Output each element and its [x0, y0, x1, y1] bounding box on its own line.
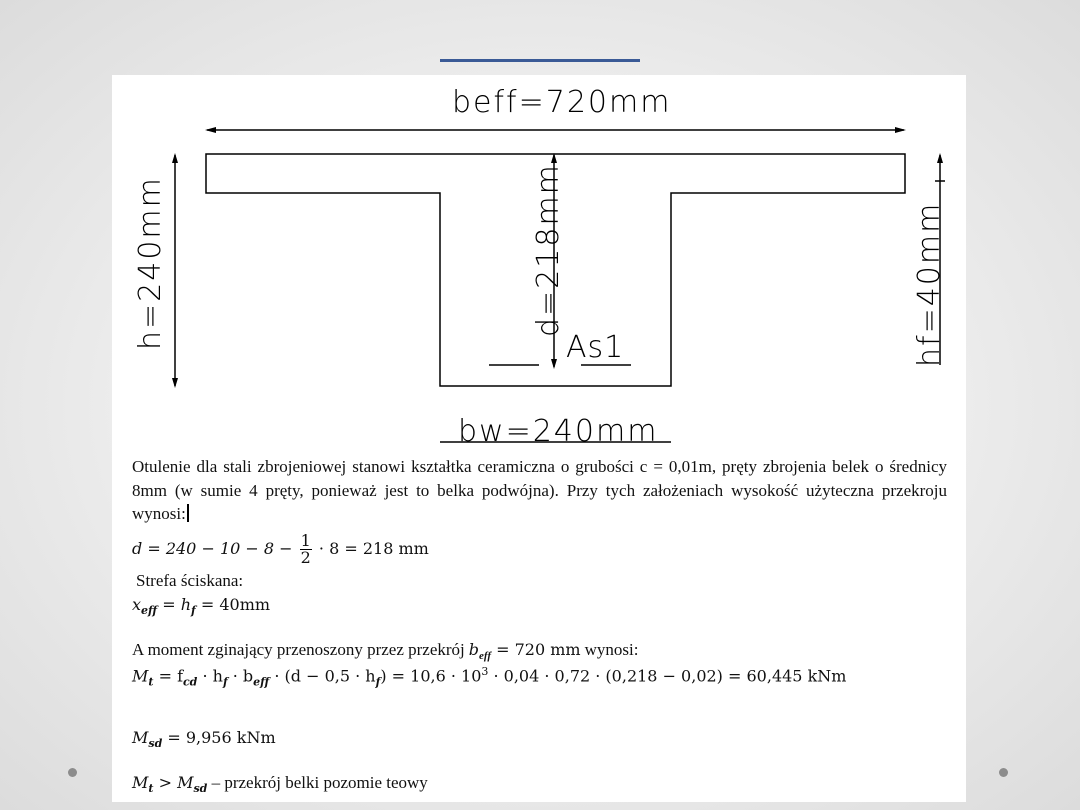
hf-label: hf=40mm	[912, 201, 947, 367]
conc-M: M	[132, 773, 149, 792]
beff-arrow-right	[895, 127, 906, 133]
as-label: As1	[566, 330, 625, 365]
mt-part-2: · h	[197, 666, 223, 686]
eq-d-right: · 8 = 218 mm	[318, 539, 429, 558]
slide-content-image	[112, 75, 966, 802]
msd-M: M	[132, 728, 149, 747]
conc-text: – przekrój belki pozomie teowy	[207, 773, 428, 792]
beff-arrow-left	[205, 127, 216, 133]
d-arrow-bottom	[551, 359, 557, 369]
mt-sub-t: t	[148, 675, 154, 689]
mt-part-3: · b	[227, 666, 254, 686]
equation-msd	[132, 728, 276, 750]
eq-d-numerator: 1	[300, 531, 311, 550]
mt-sub-cd: cd	[182, 675, 198, 689]
hf-arrow-top	[937, 153, 943, 163]
msd-sub: sd	[148, 737, 163, 751]
xeff-value: = 40mm	[195, 595, 271, 614]
moment-value: = 720 mm	[491, 640, 581, 659]
moment-b-sub: eff	[479, 650, 492, 663]
equation-mt	[132, 665, 846, 689]
bullet-dot-left	[68, 768, 77, 777]
mt-part-5: ) = 10,6 · 10	[380, 666, 482, 686]
xeff-h: = h	[157, 595, 192, 614]
moment-text: A moment zginający przenoszony przez przekrój	[132, 640, 465, 659]
eq-d-fraction	[300, 533, 312, 566]
h-arrow-top	[172, 153, 178, 163]
xeff-sub-f: f	[191, 604, 196, 618]
title-underline	[440, 59, 640, 62]
conc-gt: > M	[153, 773, 194, 792]
intro-text: Otulenie dla stali zbrojeniowej stanowi kształtka ceramiczna o grubości c = 0,01m, pręty zbrojenia belek o średnicy 8mm (w sumie 4 pręty, ponieważ jest to belka podwójna). Przy tych założeniach wysokość użyteczna przekroju wynosi:	[132, 457, 947, 523]
eq-d-left: d = 240 − 10 − 8 −	[132, 539, 293, 558]
conc-sub-t: t	[148, 782, 154, 796]
equation-conclusion	[132, 773, 428, 795]
strefa-label	[136, 571, 243, 591]
t-beam-diagram	[112, 75, 966, 450]
xeff-sub: eff	[141, 604, 158, 618]
strefa-text: Strefa ściskana:	[136, 571, 244, 590]
h-label: h=240mm	[133, 176, 168, 350]
beff-label: beff=720mm	[452, 85, 672, 120]
mt-sub-eff: eff	[253, 675, 270, 689]
mt-sub-f2: f	[375, 675, 381, 689]
equation-d	[132, 533, 429, 566]
conc-sub-sd: sd	[193, 782, 208, 796]
equation-xeff	[132, 595, 270, 617]
mt-sup: 3	[481, 665, 489, 678]
xeff-x: x	[132, 595, 142, 614]
d-label: d=218mm	[531, 163, 566, 337]
mt-M: M	[132, 666, 149, 686]
intro-paragraph	[132, 455, 947, 526]
bw-label: bw=240mm	[458, 414, 659, 449]
h-arrow-bottom	[172, 378, 178, 388]
mt-sub-f: f	[222, 675, 228, 689]
text-cursor	[187, 504, 189, 522]
msd-value: = 9,956 kNm	[162, 728, 276, 747]
bullet-dot-right	[999, 768, 1008, 777]
moment-line	[132, 640, 638, 662]
moment-tail: wynosi:	[584, 640, 639, 659]
mt-part-4: · (d − 0,5 · h	[269, 666, 376, 686]
mt-part-1: = f	[153, 666, 183, 686]
moment-b: b	[468, 640, 480, 659]
mt-part-6: · 0,04 · 0,72 · (0,218 − 0,02) = 60,445 kNm	[488, 666, 847, 686]
eq-d-denominator: 2	[300, 548, 311, 567]
